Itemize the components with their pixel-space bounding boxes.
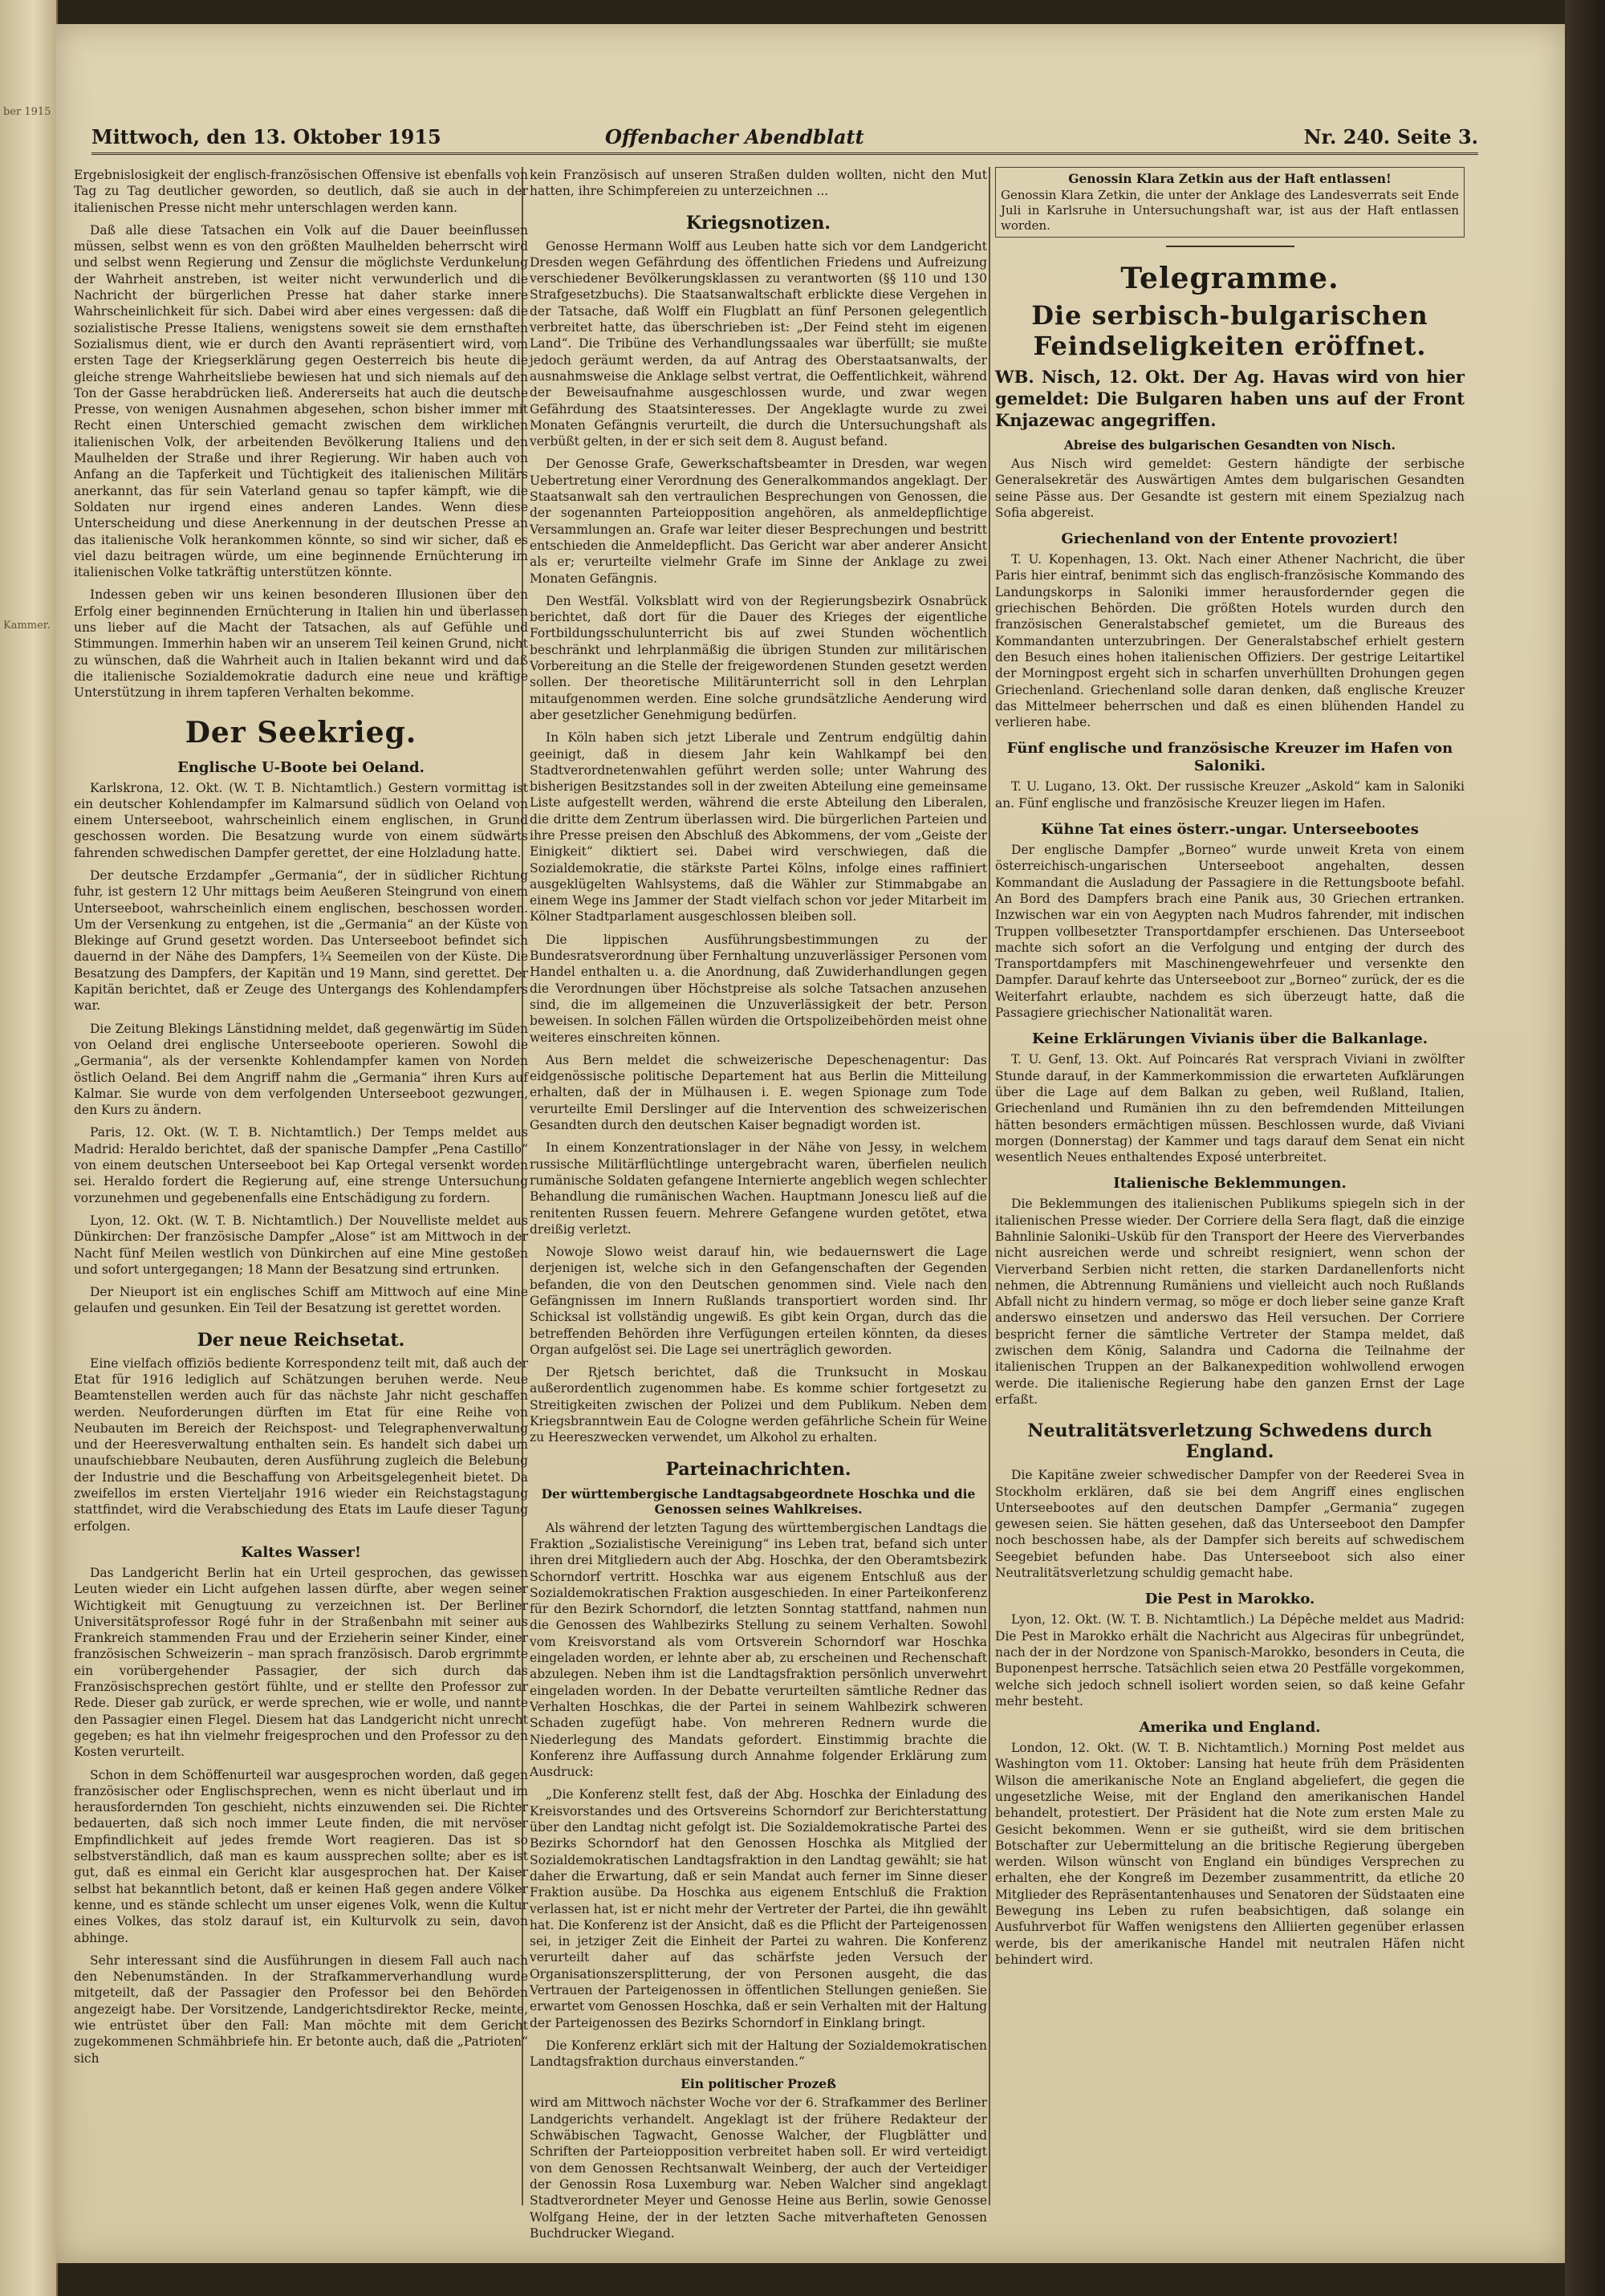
article-heading: Italienische Beklemmungen. <box>1113 1175 1347 1193</box>
article-heading: Ein politischer Prozeß <box>681 2076 836 2092</box>
article-text: Ergebnislosigkeit der englisch-französischen Offensive ist ebenfalls von Tag zu Tag deutlicher geworden, so deutlich, daß sie auch in der italienischen Presse nicht mehr unterschlagen werden kann. <box>74 168 528 215</box>
article-heading: Kaltes Wasser! <box>241 1543 361 1561</box>
article-heading: Die Pest in Marokko. <box>1144 1591 1315 1608</box>
article-text: In Köln haben sich jetzt Liberale und Zentrum endgültig dahin geeinigt, daß in diesem Jahr kein Wahlkampf bei den Stadtverordnetenwahlen geführt werden solle; unter Wahrung des bisherigen Besitzstandes soll in der zweiten Abteilung eine gemeinsame Liste aufgestellt werden, während die erste Abteilung den Liberalen, die dritte dem Zentrum überlassen wird. Die bürgerlichen Parteien und ihre Presse preisen den Abschluß des Abkommens, der vom „Geiste der Einigkeit“ diktiert sei. Dabei wird verschwiegen, daß die Sozialdemokratie, die stärkste Partei Kölns, infolge eines raffiniert ausgeklügelten Wahlsystems, daß die Wähler zur Stimmabgabe an einem Wege ins Jammer der Stadt vielfach schon vor jeder Mitarbeit im Kölner Stadtparlament ausgeschlossen bleiben soll. <box>530 730 987 924</box>
newspaper-title: Offenbacher Abendblatt <box>605 125 864 148</box>
newspaper-page <box>56 24 1565 2263</box>
issue-date: Mittwoch, den 13. Oktober 1915 <box>91 125 441 148</box>
column-1 <box>74 167 528 2213</box>
book-edge <box>1565 0 1605 2296</box>
article-text: Als während der letzten Tagung des württembergischen Landtags die Fraktion „Sozialistische Vereinigung“ ins Leben trat, befand sich unter ihren drei Mitgliedern auch der Abg. Hoschka, der den Oberamtsbezirk Schorndorf vertritt. Hoschka war aus eigenem Entschluß aus der Sozialdemokratischen Fraktion ausgeschieden. In einer Parteikonferenz für den Bezirk Schorndorf, die letzten Sonntag stattfand, nahmen nun die Genossen des Wahlbezirks Stellung zu seinem Verhalten. Sowohl vom Kreisvorstand als vom Ortsverein Schorndorf war Hoschka eingeladen worden, er lehnte aber ab, zu erscheinen und Rechenschaft abzulegen. Neben ihm ist die Landtagsfraktion persönlich unverwehrt eingeladen worden. In der Debatte verurteilten sämtliche Redner das Verhalten Hoschkas, die der Partei in seinem Wahlbezirk schweren Schaden zugefügt habe. Von mehreren Rednern wurde die Niederlegung des Mandats gefordert. Einstimmig brachte die Konferenz ihre Auffassung durch Annahme folgender Erklärung zum Ausdruck: <box>530 1520 987 1780</box>
notice-text: Genossin Klara Zetkin, die unter der Anklage des Landesverrats seit Ende Juli in Karlsruhe in Untersuchungshaft war, ist aus der Haft entlassen worden. <box>1001 188 1459 233</box>
previous-page-fragment: Kammer. <box>3 620 51 632</box>
article-text: Das Landgericht Berlin hat ein Urteil gesprochen, das gewissen Leuten wieder ein Licht aufgehen lassen dürfte, aber wegen seiner Wichtigkeit mit Genugtuung zu verzeichnen ist. Der Berliner Universitätsprofessor Rogé fuhr in der Straßenbahn mit seiner aus Frankreich stammenden Frau und der Erzieherin seiner Kinder, einer französischen Schweizerin – man sprach französisch. Darob ergrimmte ein vorübergehender Passagier, der sich durch das Französischsprechen gestört fühlte, und er stellte den Professor zur Rede. Dieser gab zurück, er werde sprechen, wie er wolle, und nannte den Passagier einen Flegel. Diesem hat das Landgericht nicht unrecht gegeben; es hat ihn vielmehr freigesprochen und den Professor zu den Kosten verurteilt. <box>74 1565 528 1760</box>
column-3 <box>995 167 1465 2213</box>
article-text: Daß alle diese Tatsachen ein Volk auf die Dauer beeinflussen müssen, selbst wenn es von den größten Maulhelden beherrscht wird und selbst wenn Regierung und Zensur die möglichste Verdunkelung der Wahrheit anstreben, ist weiter nicht verwunderlich und die Nachricht der bürgerlichen Presse hat daher starke innere Wahrscheinlichkeit für sich. Dabei wird aber eines vergessen: daß die sozialistische Presse Italiens, wenigstens soweit sie dem ernsthaften Sozialismus dient, wie er durch den Avanti repräsentiert wird, vom ersten Tage der Kriegserklärung gegen Oesterreich bis heute die gleiche strenge Wahrheitsliebe bewiesen hat und sich niemals auf den Ton der Gasse herabdrücken ließ. Andererseits hat auch die deutsche Presse, von wenigen Ausnahmen abgesehen, schon bisher immer mit Recht einen Unterschied gemacht zwischen dem wirklichen italienischen Volk, der arbeitenden Bevölkerung Italiens und den Maulhelden der Straße und ihrer Regierung. Wir haben auch von Anfang an die Tapferkeit und Tüchtigkeit des italienischen Militärs anerkannt, das für sein Vaterland genau so tapfer kämpft, wie die Soldaten nur irgend eines anderen Landes. Wenn diese Unterscheidung und diese Anerkennung in der deutschen Presse an das italienische Volk herankommen könnte, so sind wir sicher, daß es viel dazu beitragen würde, um eine beginnende Ernüchterung im italienischen Volke tatkräftig unterstützen könnte. <box>74 222 528 580</box>
column-2 <box>530 167 987 2241</box>
article-heading: Griechenland von der Entente provoziert! <box>1061 530 1399 548</box>
previous-page-edge <box>0 0 58 2296</box>
article-text: Sehr interessant sind die Ausführungen in diesem Fall auch nach den Nebenumständen. In der Strafkammerverhandlung wurde mitgeteilt, daß der Passagier den Professor bei den Behörden angezeigt habe. Der Vorsitzende, Landgerichtsdirektor Recke, meinte, wie entrüstet über den Fall: Man möchte mit dem Gericht zugekommenen Schmähbriefe hin. Er betonte auch, daß die „Patrioten“ sich <box>74 1953 528 2066</box>
notice-box <box>995 167 1465 238</box>
article-text: Die Beklemmungen des italienischen Publikums spiegeln sich in der italienischen Presse wieder. Der Corriere della Sera flagt, daß die einzige Bahnlinie Saloniki–Usküb für den Transport der Heere des Vierverbandes nicht ausreichen werde und schreibt resigniert, wenn schon der Vierverband Serbien nicht retten, die starken Dardanellenforts nicht nehmen, die Abtrennung Rumäniens und vielleicht auch noch Rußlands Abfall nicht zu hindern vermag, so möge er doch lieber seine ganze Kraft anderswo einsetzen und anderswo das Heil versuchen. Der Corriere bespricht ferner die sämtliche Vertreter der Stampa meldet, daß zwischen dem König, Salandra und Cadorna die Teilnahme der italienischen Truppen an der Balkanexpedition wohlwollend erwogen werde. Die italienische Regierung habe den ganzen Ernst der Lage erfaßt. <box>995 1197 1465 1407</box>
article-text: Die Konferenz erklärt sich mit der Haltung der Sozialdemokratischen Landtagsfraktion durchaus einverstanden.“ <box>530 2038 987 2070</box>
masthead <box>91 120 1478 155</box>
article-text: T. U. Lugano, 13. Okt. Der russische Kreuzer „Askold“ kam in Saloniki an. Fünf englische und französische Kreuzer liegen im Hafen. <box>995 779 1465 811</box>
article-heading: Amerika und England. <box>1139 1719 1321 1737</box>
article-text: Lyon, 12. Okt. (W. T. B. Nichtamtlich.) Der Nouvelliste meldet aus Dünkirchen: Der französische Dampfer „Alose“ ist am Mittwoch in der Nacht fünf Meilen westlich von Dünkirchen auf eine Mine gestoßen und sofort untergegangen; 18 Mann der Besatzung sind ertrunken. <box>74 1213 528 1277</box>
article-heading: Abreise des bulgarischen Gesandten von Nisch. <box>1063 437 1396 453</box>
article-text: Die Zeitung Blekings Länstidning meldet, daß gegenwärtig im Süden von Oeland drei englische Unterseeboote operieren. Sowohl die „Germania“, als der versenkte Kohlendampfer kamen von Norden östlich Oeland. Bei dem Angriff nahm die „Germania“ ihren Kurs auf Kalmar. Sie wurde von dem verfolgenden Unterseeboot gezwungen, den Kurs zu ändern. <box>74 1021 528 1118</box>
article-text: Paris, 12. Okt. (W. T. B. Nichtamtlich.) Der Temps meldet aus Madrid: Heraldo berichtet, daß der spanische Dampfer „Pena Castillo“ von einem deutschen Unterseeboot bei Kap Ortegal versenkt worden sei. Heraldo fordert die Regierung auf, eine strenge Untersuchung vorzunehmen und gegebenenfalls eine Entschädigung zu fordern. <box>74 1125 528 1205</box>
article-text: Der englische Dampfer „Borneo“ wurde unweit Kreta von einem österreichisch-ungarischen Unterseeboot angehalten, dessen Kommandant die Ausladung der Passagiere in die Rettungsboote befahl. An Bord des Dampfers brach eine Panik aus, 30 Griechen ertranken. Inzwischen war ein von Aegypten nach Mudros fahrender, mit indischen Truppen vollbesetzter Transportdampfer erschienen. Das Unterseeboot machte sich sofort an die Verfolgung und entging der durch des Transportdampfers mit Maschinengewehrfeuer und versenkte den Dampfer. Darauf kehrte das Unterseeboot zur „Borneo“ zurück, der es die Weiterfahrt erlaubte, nachdem es sich überzeugt hatte, daß die Passagiere griechischer Nationalität waren. <box>995 843 1465 1021</box>
article-text: Lyon, 12. Okt. (W. T. B. Nichtamtlich.) La Dépêche meldet aus Madrid: Die Pest in Marokko erhält die Nachricht aus Algeciras für unbegründet, nach der in der Nordzone von Spanisch-Marokko, besonders in Ceuta, die Buponenpest herrsche. Tatsächlich seien etwa 20 Pestfälle vorgekommen, welche sich jedoch schnell isoliert worden seien, so daß keine Gefahr mehr besteht. <box>995 1612 1465 1709</box>
article-heading: Kühne Tat eines österr.-ungar. Unterseebootes <box>1041 821 1419 839</box>
article-text: In einem Konzentrationslager in der Nähe von Jessy, in welchem russische Militärflüchtlinge untergebracht waren, überfielen neulich rumänische Soldaten gefangene Internierte angeblich wegen schlechter Behandlung die rumänischen Wachen. Hauptmann Jonescu ließ auf die renitenten Russen feuern. Mehrere Gefangene wurden getötet, etwa dreißig verletzt. <box>530 1140 987 1237</box>
article-text: kein Französisch auf unseren Straßen dulden wollten, nicht den Mut hatten, ihre Schimpfereien zu unterzeichnen ... <box>530 168 987 199</box>
previous-page-fragment: ber 1915 <box>3 106 51 118</box>
article-text: Karlskrona, 12. Okt. (W. T. B. Nichtamtlich.) Gestern vormittag ist ein deutscher Kohlendampfer im Kalmarsund südlich von Oeland von einem Unterseeboot, wahrscheinlich einem englischen, in Grund geschossen worden. Die Besatzung wurde von einem südwärts fahrenden schwedischen Dampfer gerettet, der eine Holzladung hatte. <box>74 780 528 860</box>
article-text: Genosse Hermann Wolff aus Leuben hatte sich vor dem Landgericht Dresden wegen Gefährdung des öffentlichen Friedens und Aufreizung verschiedener Bevölkerungsklassen zu verantworten (§§ 110 und 130 Strafgesetzbuchs). Die Staatsanwaltschaft erblickte diese Vergehen in der Tatsache, daß Wolff ein Flugblatt an fünf Personen gelegentlich verbreitet hatte, das überschrieben ist: „Der Feind steht im eigenen Land“. Die Tribüne des Verhandlungssaales war überfüllt; sie mußte jedoch geräumt werden, da auf Antrag des Oberstaatsanwalts, der ausnahmsweise die Anklage selbst vertrat, die Oeffentlichkeit, während der Beweisaufnahme ausgeschlossen wurde, und zwar wegen Gefährdung des Staatsinteresses. Der Angeklagte wurde zu zwei Monaten Gefängnis verurteilt, die durch die Untersuchungshaft als verbüßt gelten, in der er sich seit dem 8. August befand. <box>530 238 987 449</box>
divider <box>1166 246 1294 247</box>
article-heading: Fünf englische und französische Kreuzer im Hafen von Saloniki. <box>1006 740 1453 775</box>
article-heading: Englische U-Boote bei Oeland. <box>177 758 425 776</box>
section-heading: Kriegsnotizen. <box>685 212 831 234</box>
article-heading: Der württembergische Landtagsabgeordnete Hoschka und die Genossen seines Wahlkreises. <box>541 1485 976 1517</box>
article-text: T. U. Genf, 13. Okt. Auf Poincarés Rat versprach Viviani in zwölfter Stunde darauf, in der Kammerkommission die erwarteten Aufklärungen über die Lage auf dem Balkan zu geben, weil Rußland, Italien, Griechenland und Rumänien ihn zu den befremdenden Mitteilungen hätten besonders ermächtigen müssen. Beschlossen wurde, daß Viviani morgen (Donnerstag) der Kammer und tags darauf dem Senat ein nicht wesentlich Neues enthaltendes Exposé unterbreitet. <box>995 1052 1465 1165</box>
column-rule <box>989 167 990 2205</box>
lead-text: WB. Nisch, 12. Okt. Der Ag. Havas wird von hier gemeldet: Die Bulgaren haben uns auf der Front Knjazewac angegriffen. <box>995 367 1465 430</box>
article-text: London, 12. Okt. (W. T. B. Nichtamtlich.) Morning Post meldet aus Washington vom 11. Oktober: Lansing hat heute früh dem Präsidenten Wilson die amerikanische Note an England abgeliefert, die gegen die ungesetzliche Weise, mit der England den amerikanischen Handel behandelt, protestiert. Der Präsident hat die Note zum ersten Male zu Gesicht bekommen. Wenn er sie gutheißt, wird sie dem britischen Botschafter zur Uebermittelung an die britische Regierung übergeben werden. Wilson wünscht von England ein bündiges Versprechen zu erhalten, ehe der Kongreß im Dezember zusammentritt, da etliche 20 Mitglieder des Repräsentantenhauses und Senatoren der Südstaaten eine Bewegung ins Leben zu rufen beabsichtigen, daß solange ein Ausfuhrverbot für Waffen wenigstens den Alliierten gegenüber erlassen werde, bis der amerikanische Handel mit neutralen Häfen nicht behindert wird. <box>995 1741 1465 1967</box>
article-text: Der deutsche Erzdampfer „Germania“, der in südlicher Richtung fuhr, ist gestern 12 Uhr mittags beim Aeußeren Steingrund von einem Unterseeboot, wahrscheinlich einem englischen, beschossen worden. Um der Versenkung zu entgehen, ist die „Germania“ an der Küste von Blekinge auf Grund gesetzt worden. Das Unterseeboot befindet sich dauernd in der Nähe des Dampfers, 1¾ Seemeilen von der Küste. Die Besatzung des Dampfers, der Kapitän und 19 Mann, sind gerettet. Der Kapitän berichtet, daß er Zeuge des Untergangs des Kohlendampfers war. <box>74 868 528 1014</box>
article-text: Aus Nisch wird gemeldet: Gestern händigte der serbische Generalsekretär des Auswärtigen Amtes dem bulgarischen Gesandten seine Pässe aus. Der Gesandte ist gestern mit einem Spezialzug nach Sofia abgereist. <box>995 457 1465 520</box>
article-text: wird am Mittwoch nächster Woche vor der 6. Strafkammer des Berliner Landgerichts verhandelt. Angeklagt ist der frühere Redakteur der Schwäbischen Tagwacht, Genosse Walcher, der Flugblätter und Schriften der Parteiopposition verbreitet haben soll. Er wird verteidigt von dem Genossen Rechtsanwalt Weinberg, der auch der Verteidiger der Genossin Rosa Luxemburg war. Neben Walcher sind angeklagt Stadtverordneter Meyer und Genosse Heine aus Berlin, sowie Genosse Wolfgang Heine, der in der letzten Sache mitverhafteten Genossen Buchdrucker Wiegand. <box>530 2095 987 2241</box>
article-text: Den Westfäl. Volksblatt wird von der Regierungsbezirk Osnabrück berichtet, daß dort für die Dauer des Krieges der eigentliche Fortbildungsschulunterricht bis auf zwei Stunden wöchentlich beschränkt und lehrplanmäßig die übrigen Stunden zur militärischen Vorbereitung an die Stelle der freigewordenen Stunden gesetzt werden sollen. Der theoretische Militärunterricht soll in den Lehrplan mitaufgenommen werden. Eine solche grundsätzliche Aenderung wird aber gesetzlicher Genehmigung bedürfen. <box>530 593 987 722</box>
notice-heading: Genossin Klara Zetkin aus der Haft entlassen! <box>1068 171 1392 186</box>
section-heading: Parteinachrichten. <box>665 1458 851 1480</box>
article-text: Nowoje Slowo weist darauf hin, wie bedauernswert die Lage derjenigen ist, welche sich in den Gefangenschaften der Gegenden befanden, die von den Deutschen genommen sind. Viele nach den Gefängnissen im Innern Rußlands transportiert worden sind. Ihr Schicksal ist vollständig ungewiß. Es gibt kein Organ, durch das die betreffenden Behörden ihre Verfügungen erteilen könnten, da dieses Organ aufgelöst sei. Die Lage sei unerträglich geworden. <box>530 1245 987 1357</box>
article-text: Schon in dem Schöffenurteil war ausgesprochen worden, daß gegen französischer oder Englischsprechen, wenn es nicht überlaut und im herausfordernden Ton geschieht, nichts einzuwenden sei. Die Richter bedauerten, daß sich noch immer Leute finden, die mit nervöser Empfindlichkeit auf jedes fremde Wort reagieren. Das ist so selbstverständlich, daß man es kaum aussprechen sollte; aber es ist gut, daß es einmal ein Gericht klar ausgesprochen hat. Der Kaiser selbst hat bekanntlich betont, daß er keinen Haß gegen andere Völker kenne, und es stände schlecht um unser eigenes Volk, wenn die Kultur eines Volkes, das stolz darauf ist, ein Kulturvolk zu sein, davon abhinge. <box>74 1767 528 1945</box>
headline: Die serbisch-bulgarischen Feindseligkeiten eröffnet. <box>1031 300 1428 361</box>
section-heading: Der Seekrieg. <box>185 715 417 750</box>
article-heading: Keine Erklärungen Vivianis über die Balkanlage. <box>1031 1030 1428 1048</box>
article-text: Indessen geben wir uns keinen besonderen Illusionen über den Erfolg einer beginnenden Ernüchterung in Italien hin und überlassen uns lieber auf die Macht der Tatsachen, als auf Gefühle und Stimmungen. Immerhin haben wir an unserem Teil keinen Grund, nicht zu wünschen, daß die Wahrheit auch in Italien bekannt wird und daß die italienische Sozialdemokratie dadurch eine neue und kräftige Unterstützung in ihrem tapferen Verhalten bekomme. <box>74 587 528 701</box>
article-heading: Neutralitätsverletzung Schwedens durch England. <box>1027 1420 1432 1463</box>
article-text: Eine vielfach offiziös bediente Korrespondenz teilt mit, daß auch der Etat für 1916 lediglich auf Schätzungen beruhen werde. Neue Beamtenstellen werden auch für das nächste Jahr nicht geschaffen werden. Neuforderungen dürften im Etat für eine Reihe von Neubauten im Bereich der Reichspost- und Telegraphenverwaltung und der Heeresverwaltung enthalten sein. Es handelt sich dabei um unaufschiebbare Neubauten, deren Ausführung zugleich die Belebung der Industrie und die Beschaffung von Arbeitsgelegenheit bietet. Da zweifellos im ersten Vierteljahr 1916 wieder ein Reichstagstagung stattfindet, wird die Verabschiedung des Etats im Laufe dieser Tagung erfolgen. <box>74 1355 528 1534</box>
article-text: Der Rjetsch berichtet, daß die Trunksucht in Moskau außerordentlich zugenommen habe. Es komme schier fortgesetzt zu Streitigkeiten zwischen der Polizei und dem Publikum. Neben dem Kriegsbranntwein Eau de Cologne werden gefährliche Schein für Weine zu Heereszwecken verwendet, um Alkohol zu erhalten. <box>530 1365 987 1445</box>
article-text: Aus Bern meldet die schweizerische Depeschenagentur: Das eidgenössische politische Departement hat aus Berlin die Mitteilung erhalten, daß der in Mülhausen i. E. wegen Spionage zum Tode verurteilte Emil Derslinger auf die Intervention des schweizerischen Gesandten durch den deutschen Kaiser begnadigt worden ist. <box>530 1052 987 1133</box>
article-heading: Der neue Reichsetat. <box>197 1329 405 1351</box>
article-text: „Die Konferenz stellt fest, daß der Abg. Hoschka der Einladung des Kreisvorstandes und des Ortsvereins Schorndorf zur Berichterstattung über den Landtag nicht gefolgt ist. Die Sozialdemokratische Partei des Bezirks Schorndorf hat den Genossen Hoschka als Mitglied der Sozialdemokratischen Landtagsfraktion in den Landtag gewählt; sie hat daher die Erwartung, daß er sein Mandat auch ferner im Sinne dieser Fraktion ausübe. Da Hoschka aus eigenem Entschluß die Fraktion verlassen hat, ist er nicht mehr der Vertreter der Partei, die ihn gewählt hat. Die Konferenz ist der Ansicht, daß es die Pflicht der Parteigenossen sei, in jetziger Zeit die Einheit der Partei zu wahren. Die Konferenz verurteilt daher auf das schärfste jeden Versuch der Organisationszersplitterung, der von Personen ausgeht, die das Vertrauen der Parteigenossen in öffentlichen Stellungen genießen. Sie erwartet vom Genossen Hoschka, daß er sein Verhalten mit der Haltung der Parteigenossen des Bezirks Schorndorf in Einklang bringt. <box>530 1787 987 2030</box>
article-text: Der Genosse Grafe, Gewerkschaftsbeamter in Dresden, war wegen Uebertretung einer Verordnung des Generalkommandos angeklagt. Der Staatsanwalt sah den vertraulichen Besprechungen von Genossen, die der sogenannten Parteiopposition angehören, als anmeldepflichtige Versammlungen an. Grafe war leiter dieser Besprechungen und bestritt entschieden die Anmeldepflicht. Das Gericht war aber anderer Ansicht als er; verurteilte vielmehr Grafe im Sinne der Anklage zu zwei Monaten Gefängnis. <box>530 457 987 586</box>
section-heading: Telegramme. <box>1120 262 1339 295</box>
article-text: Der Nieuport ist ein englisches Schiff am Mittwoch auf eine Mine gelaufen und gesunken. Ein Teil der Besatzung ist gerettet worden. <box>74 1285 528 1316</box>
page-number: Nr. 240. Seite 3. <box>1303 125 1478 148</box>
article-text: Die lippischen Ausführungsbestimmungen zu der Bundesratsverordnung über Fernhaltung unzuverlässiger Personen vom Handel enthalten u. a. die Anordnung, daß Zuwiderhandlungen gegen die Verordnungen über Höchstpreise als solche Tatsachen anzusehen sind, die im allgemeinen die Unzuverlässigkeit der betr. Person beweisen. In solchen Fällen würden die Ortspolizeibehörden meist ohne weiteres einschreiten können. <box>530 932 987 1045</box>
article-text: T. U. Kopenhagen, 13. Okt. Nach einer Athener Nachricht, die über Paris hier eintraf, benimmt sich das englisch-französische Kommando des Landungskorps in Saloniki immer herausfordernder gegen die griechischen Behörden. Die größten Hotels wurden durch den französischen Generalstabschef gemietet, um die Bureaus des Kommandanten unterzubringen. Der Generalstabschef erhielt gestern den Besuch eines hohen italienischen Offiziers. Der gestrige Leitartikel der Morningpost ergeht sich in scharfen unverhüllten Drohungen gegen Griechenland. Griechenland solle daran denken, daß englische Kreuzer das Mittelmeer beherrschen und daß es einen blühenden Handel zu verlieren habe. <box>995 552 1465 730</box>
article-text: Die Kapitäne zweier schwedischer Dampfer von der Reederei Svea in Stockholm erklären, daß sie bei dem Angriff eines englischen Unterseebootes auf den deutschen Dampfer „Germania“ zugegen gewesen seien. Sie hätten gesehen, daß das Unterseeboot den Dampfer noch beschossen habe, als der Dampfer sich bereits auf schwedischem Seegebiet befunden habe. Das Unterseeboot sich also einer Neutralitätsverletzung schuldig gemacht habe. <box>995 1468 1465 1581</box>
